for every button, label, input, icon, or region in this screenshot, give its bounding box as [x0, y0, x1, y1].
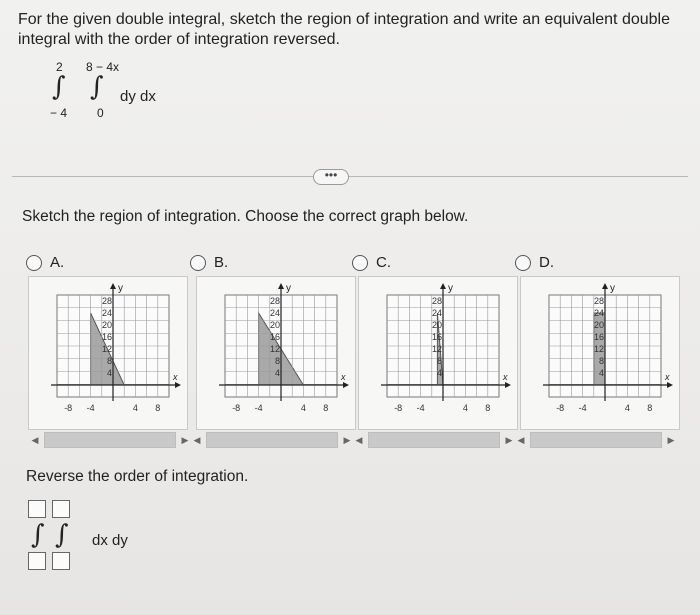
given-integral — [50, 58, 180, 126]
y-tick-label: 24 — [593, 308, 604, 318]
y-tick-label: 8 — [274, 356, 280, 366]
scroll-right-icon[interactable]: ▶ — [343, 434, 351, 445]
x-tick-label: 8 — [647, 403, 653, 413]
y-axis-label: y — [448, 283, 453, 294]
graph-pane-b — [196, 276, 356, 430]
scroll-thumb[interactable] — [44, 432, 176, 448]
scroll-left-icon[interactable]: ◀ — [355, 434, 363, 445]
x-tick-label: -8 — [394, 403, 403, 413]
inner-integral-sign: ∫ — [55, 520, 69, 550]
outer-upper-limit-input[interactable] — [28, 500, 46, 518]
scroll-right-icon[interactable]: ▶ — [181, 434, 189, 445]
scrollbar-b[interactable] — [192, 432, 352, 448]
inner-lower-limit-input[interactable] — [52, 552, 70, 570]
graph-d — [521, 277, 679, 429]
x-axis-arrow-icon — [667, 382, 673, 388]
inner-upper-limit: 8 − 4x — [86, 60, 120, 74]
x-tick-label: 8 — [155, 403, 161, 413]
y-tick-label: 8 — [436, 356, 442, 366]
y-tick-label: 20 — [593, 320, 604, 330]
y-axis-arrow-icon — [440, 283, 446, 289]
scroll-thumb[interactable] — [206, 432, 338, 448]
outer-integral-sign: ∫ — [52, 72, 66, 102]
y-tick-label: 16 — [431, 332, 442, 342]
y-tick-label: 20 — [269, 320, 280, 330]
y-axis-label: y — [610, 283, 615, 294]
y-tick-label: 12 — [269, 344, 280, 354]
integral-differentials: dy dx — [120, 88, 156, 105]
x-tick-label: -4 — [416, 403, 425, 413]
option-b-label: B. — [214, 254, 229, 271]
graph-c — [359, 277, 517, 429]
y-tick-label: 24 — [101, 308, 112, 318]
x-tick-label: -8 — [556, 403, 565, 413]
y-tick-label: 28 — [101, 296, 112, 306]
x-tick-label: -8 — [64, 403, 73, 413]
scroll-left-icon[interactable]: ◀ — [31, 434, 39, 445]
x-axis-label: x — [341, 372, 346, 382]
more-button[interactable]: ••• — [313, 169, 349, 185]
scroll-right-icon[interactable]: ▶ — [667, 434, 675, 445]
sketch-prompt: Sketch the region of integration. Choose the correct graph below. — [22, 208, 469, 225]
y-tick-label: 24 — [269, 308, 280, 318]
y-tick-label: 16 — [269, 332, 280, 342]
x-tick-label: -4 — [86, 403, 95, 413]
y-tick-label: 16 — [101, 332, 112, 342]
y-tick-label: 28 — [593, 296, 604, 306]
graph-a — [29, 277, 187, 429]
x-axis-label: x — [665, 372, 670, 382]
y-tick-label: 28 — [431, 296, 442, 306]
option-d[interactable] — [515, 254, 554, 271]
scroll-thumb[interactable] — [530, 432, 662, 448]
y-axis-label: y — [118, 283, 123, 294]
x-axis-arrow-icon — [505, 382, 511, 388]
x-axis-arrow-icon — [343, 382, 349, 388]
x-tick-label: 4 — [462, 403, 468, 413]
y-axis-arrow-icon — [602, 283, 608, 289]
graph-pane-c — [358, 276, 518, 430]
outer-lower-limit-input[interactable] — [28, 552, 46, 570]
question-line-2: integral with the order of integration reversed. — [18, 31, 340, 48]
y-tick-label: 4 — [274, 368, 280, 378]
scroll-left-icon[interactable]: ◀ — [517, 434, 525, 445]
x-tick-label: 4 — [300, 403, 306, 413]
y-axis-arrow-icon — [110, 283, 116, 289]
y-tick-label: 8 — [106, 356, 112, 366]
y-tick-label: 28 — [269, 296, 280, 306]
graph-pane-a — [28, 276, 188, 430]
option-b-radio[interactable] — [190, 255, 206, 271]
option-c[interactable] — [352, 254, 391, 271]
y-tick-label: 12 — [593, 344, 604, 354]
x-tick-label: 4 — [132, 403, 138, 413]
section-divider — [12, 176, 688, 177]
scrollbar-d[interactable] — [516, 432, 676, 448]
graph-pane-d — [520, 276, 680, 430]
outer-integral-sign: ∫ — [31, 520, 45, 550]
x-tick-label: 8 — [323, 403, 329, 413]
answer-differentials: dx dy — [92, 532, 128, 549]
y-axis-label: y — [286, 283, 291, 294]
option-a-label: A. — [50, 254, 65, 271]
y-tick-label: 12 — [101, 344, 112, 354]
y-tick-label: 24 — [431, 308, 442, 318]
x-tick-label: -4 — [254, 403, 263, 413]
graph-b — [197, 277, 355, 429]
option-c-radio[interactable] — [352, 255, 368, 271]
y-tick-label: 16 — [593, 332, 604, 342]
inner-upper-limit-input[interactable] — [52, 500, 70, 518]
option-a-radio[interactable] — [26, 255, 42, 271]
outer-upper-limit: 2 — [56, 60, 63, 74]
x-tick-label: -8 — [232, 403, 241, 413]
question-line-1: For the given double integral, sketch the region of integration and write an equivalent double — [18, 11, 670, 28]
option-a[interactable] — [26, 254, 64, 271]
x-axis-label: x — [173, 372, 178, 382]
y-tick-label: 8 — [598, 356, 604, 366]
x-tick-label: 4 — [624, 403, 630, 413]
y-tick-label: 12 — [431, 344, 442, 354]
x-axis-label: x — [503, 372, 508, 382]
x-tick-label: -4 — [578, 403, 587, 413]
option-d-radio[interactable] — [515, 255, 531, 271]
option-d-label: D. — [539, 254, 554, 271]
scrollbar-a[interactable] — [30, 432, 190, 448]
question-text — [18, 10, 678, 50]
y-tick-label: 4 — [436, 368, 442, 378]
inner-integral-sign: ∫ — [90, 72, 104, 102]
answer-integral — [28, 500, 148, 580]
reverse-prompt: Reverse the order of integration. — [26, 468, 249, 485]
option-b[interactable] — [190, 254, 228, 271]
y-tick-label: 4 — [106, 368, 112, 378]
inner-lower-limit: 0 — [97, 106, 104, 120]
scroll-left-icon[interactable]: ◀ — [193, 434, 201, 445]
x-tick-label: 8 — [485, 403, 491, 413]
y-tick-label: 20 — [431, 320, 442, 330]
scroll-thumb[interactable] — [368, 432, 500, 448]
scroll-right-icon[interactable]: ▶ — [505, 434, 513, 445]
y-axis-arrow-icon — [278, 283, 284, 289]
y-tick-label: 20 — [101, 320, 112, 330]
y-tick-label: 4 — [598, 368, 604, 378]
x-axis-arrow-icon — [175, 382, 181, 388]
outer-lower-limit: − 4 — [50, 106, 68, 120]
option-c-label: C. — [376, 254, 391, 271]
scrollbar-c[interactable] — [354, 432, 514, 448]
